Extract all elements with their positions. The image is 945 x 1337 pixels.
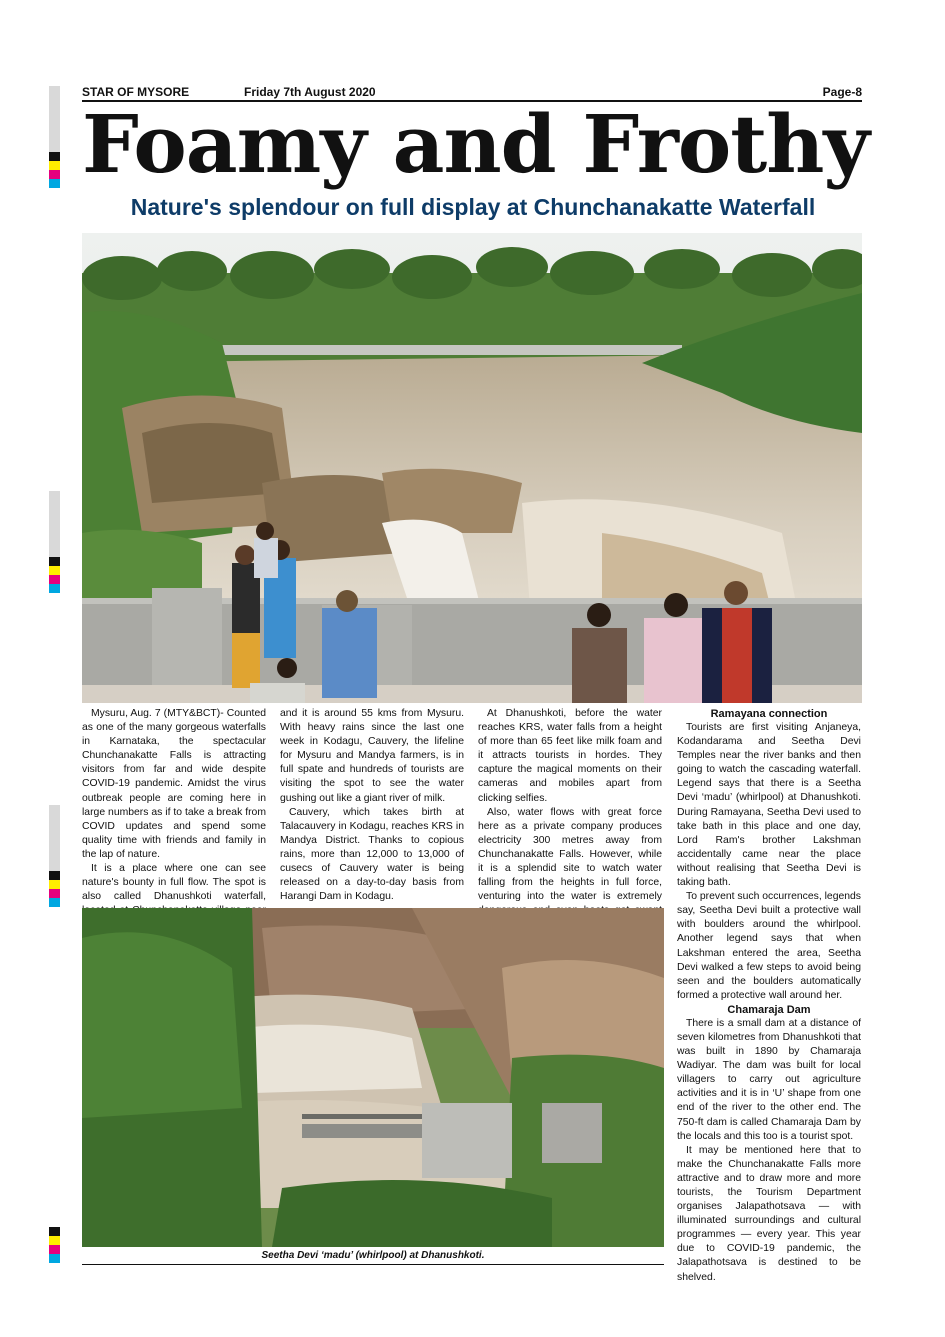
whirlpool-photo bbox=[82, 908, 664, 1247]
section-heading: Chamaraja Dam bbox=[727, 1003, 811, 1016]
caption-rule bbox=[82, 1264, 664, 1265]
photo-caption: Seetha Devi ‘madu’ (whirlpool) at Dhanushkoti. bbox=[261, 1250, 485, 1261]
section-heading: Ramayana connection bbox=[710, 708, 828, 720]
article-paragraph: It is a place where one can see nature's bounty in full flow. The spot is also called Dhanushkoti waterfall, bbox=[82, 863, 266, 903]
waterfall-photo bbox=[82, 233, 862, 703]
registration-mark bbox=[49, 86, 60, 188]
article-paragraph: At Dhanushkoti, before the water reaches KRS, water falls from a height of more than 65 feet like milk foam and it attracts tourists in hordes. They capture the magical moments on their cameras and mobiles apart from clicking selfies. bbox=[478, 708, 662, 804]
article-paragraph: Mysuru, Aug. 7 (MTY&BCT)- Counted as one of the many gorgeous waterfalls in Karnataka, the spectacular Chunchanakatte Falls is attracting visitors from far and wide despite COVID-19 pandemic. Amidst the virus outbreak people are coming here in large numbers as if to take a break from COVID updates and spend some quality time with friends and family in the lap of nature. bbox=[82, 708, 266, 860]
article-paragraph: Also, water flows with great force here as a private company produces electricity 300 metres away from Chunchanakatte Falls. However, while it is a splendid site to watch water falling from the heights in full force, venturing into the water is extremely bbox=[478, 806, 662, 903]
article-paragraph: Cauvery, which takes birth at Talacauvery in Kodagu, reaches KRS in Mandya District. Thanks to copious rains, more than 12,000 to 13,000 of cusecs of Cauvery water is being released on a day-to-day basis from Harangi Dam in Kodagu. bbox=[280, 806, 464, 903]
article-column-2 bbox=[280, 707, 464, 904]
article-paragraph: It may be mentioned here that to make the Chunchanakatte Falls more attractive and to draw more and more tourists, the Tourism Department organises Jalapathotsava — with illuminated surroundings and cultural programmes — every year. This year due to COVID-19 pandemic, the Jalapathotsava is destined to be shelved. bbox=[677, 1144, 861, 1283]
article-column-4 bbox=[677, 707, 861, 1285]
article-paragraph: There is a small dam at a distance of seven kilometres from Dhanushkoti that was built in 1890 by Chamaraja Wadiyar. The dam was built for local villagers to carry out agriculture activities and it is in ‘U’ shape from one end of the river to the other end. The 750-ft dam is called Chamaraja Dam by the locals and this too is a tourist spot. bbox=[677, 1017, 861, 1142]
article-paragraph: To prevent such occurrences, legends say, Seetha Devi built a protective wall with boulders around the whirlpool. Another legend says that when Lakshman entered the area, Seetha Devi walked a few steps to avoid being seen and the boulders automatically formed a protective wall around her. bbox=[677, 891, 862, 1001]
subheadline: Nature's splendour on full display at Chunchanakatte Waterfall bbox=[130, 194, 816, 220]
article-column-1 bbox=[82, 707, 266, 933]
article-paragraph: and it is around 55 kms from Mysuru. With heavy rains since the last one week in Kodagu, Cauvery, the lifeline for Mysuru and Mandya farmers, is in full spate and hundreds of tourists are visiting the spot to see the water gushing out like a giant river of milk. bbox=[280, 708, 464, 804]
article-column-3 bbox=[478, 707, 662, 933]
registration-mark bbox=[49, 805, 60, 907]
publication-name: STAR OF MYSORE bbox=[82, 85, 190, 99]
page-number: Page-8 bbox=[822, 85, 862, 99]
issue-date: Friday 7th August 2020 bbox=[244, 85, 376, 99]
article-paragraph: Tourists are first visiting Anjaneya, Kodandarama and Seetha Devi Temples near the river banks and then going to watch the cascading waterfall. Legend says that there is a Seetha Devi ‘madu’ (whirlpool) at Dhanushkoti. During Ramayana, Seetha Devi used to take bath in this place and one day, Lord Ram's brother Lakshman accidentally came near the place without realising that Seetha Devi is taking bath. bbox=[677, 722, 861, 889]
registration-mark bbox=[49, 1227, 60, 1263]
registration-mark bbox=[49, 491, 60, 593]
headline: Foamy and Frothy bbox=[82, 97, 869, 191]
